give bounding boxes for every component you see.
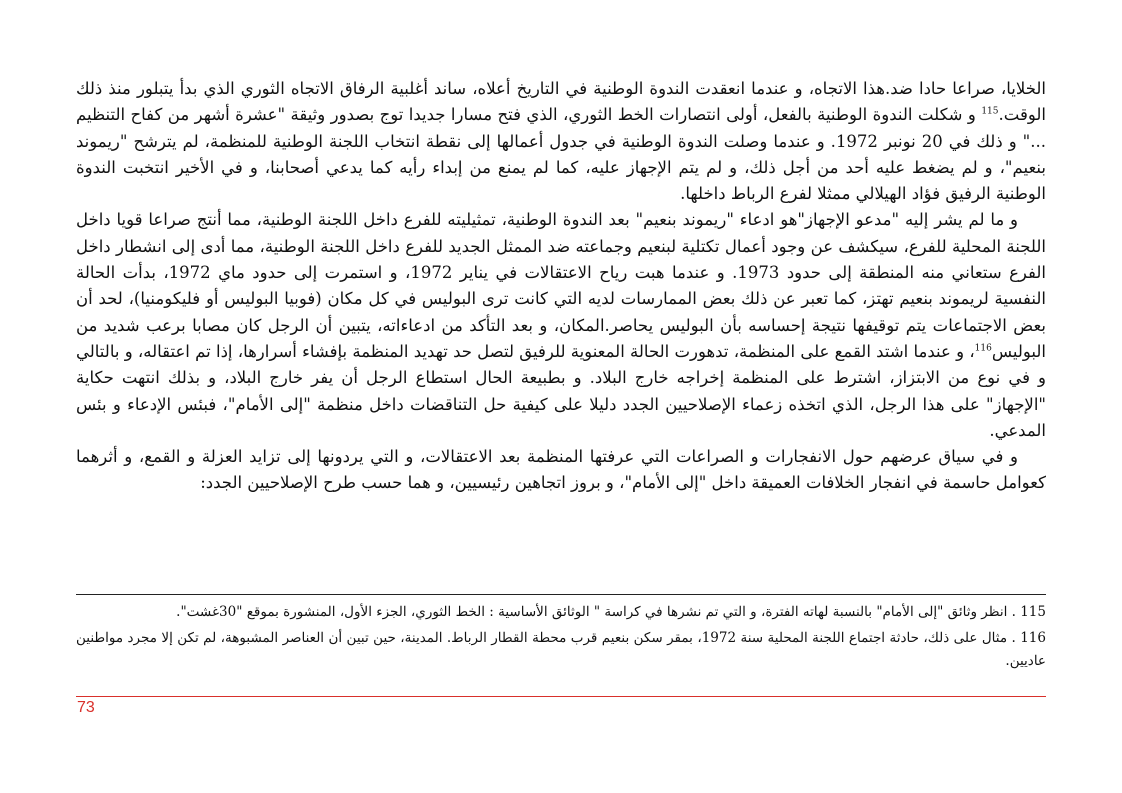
- footnote-ref-115[interactable]: 115: [981, 106, 999, 117]
- paragraph-1: [76, 76, 1046, 207]
- footnotes: [76, 601, 1046, 676]
- footnote-ref-116[interactable]: 116: [974, 343, 992, 354]
- paragraph-2-part-1: و ما لم يشر إليه "مدعو الإجهاز"هو ادعاء "ريموند بنعيم" بعد الندوة الوطنية، تمثيليته للفرع داخل اللجنة الوطنية، مما أنتج صراعا قويا داخل اللجنة المحلية للفرع، سيكشف عن وجود أعمال تكتلية لبنعيم وجماعته ضد الممثل الجديد للفرع داخل اللجنة الوطنية، مما أدى إلى انشطار داخل الفرع ستعاني منه المنطقة إلى حدود 1973. و عندما هبت رياح الاعتقالات في يناير 1972، و استمرت إلى حدود ماي 1972، بدأت الحالة النفسية لريموند بنعيم تهتز، كما تعبر عن ذلك بعض الممارسات لديه التي كانت ترى البوليس في كل مكان (فوبيا البوليس أو فليكومنيا)، لحد أن بعض الاجتماعات يتم توقيفها نتيجة إحساسه بأن البوليس يحاصر.المكان، و بعد التأكد من ادعاءاته، يتبين أن الرجل كان مصابا برعب شديد من البوليس: [76, 210, 1046, 361]
- body-text: [76, 76, 1046, 497]
- footer-rule: [76, 696, 1046, 697]
- page-number: 73: [77, 699, 95, 716]
- paragraph-1-part-2: و شكلت الندوة الوطنية بالفعل، أولى انتصارات الخط الثوري، الذي فتح مسارا جديدا توج بصدور وثيقة "عشرة أشهر من كفاح التنظيم ..." و ذلك في 20 نونبر 1972. و عندما وصلت الندوة الوطنية في جدول أعمالها إلى نقطة انتخاب اللجنة الوطنية للمنظمة، لم يترشح "ريموند بنعيم"، و لم يضغط عليه أحد من أجل ذلك، و لم يتم الإجهاز عليه، كما لم يمنع من إبداء رأيه كما يدعي أصحابنا، و في الأخير انتخبت الندوة الوطنية الرفيق فؤاد الهيلالي ممثلا لفرع الرباط داخلها.: [76, 105, 1046, 204]
- footnote-116: 116 . مثال على ذلك، حادثة اجتماع اللجنة المحلية سنة 1972، بمقر سكن بنعيم قرب محطة القطار الرباط. المدينة، حين تبين أن العناصر المشبوهة، لم تكن إلا مجرد مواطنين عاديين.: [76, 630, 1046, 669]
- paragraph-2: [76, 207, 1046, 444]
- paragraph-2-part-2: ، و عندما اشتد القمع على المنظمة، تدهورت الحالة المعنوية للرفيق لتصل حد تهديد المنظمة بإفشاء أسرارها، إذا تم اعتقاله، و بالتالي و في نوع من الابتزاز، اشترط على المنظمة إخراجه خارج البلاد. و بطبيعة الحال استطاع الرجل أن يفر خارج البلاد، و بذلك انتهت حكاية "الإجهاز" على هذا الرجل، الذي اتخذه زعماء الإصلاحيين الجدد دليلا على كيفية حل التناقضات داخل منظمة "إلى الأمام"، فبئس الإدعاء و بئس المدعي.: [76, 341, 1046, 440]
- paragraph-3: و في سياق عرضهم حول الانفجارات و الصراعات التي عرفتها المنظمة بعد الاعتقالات، و التي يردونها إلى تزايد العزلة و القمع، و أثرهما كعوامل حاسمة في انفجار الخلافات العميقة داخل "إلى الأمام"، و بروز اتجاهين رئيسيين، و هما حسب طرح الإصلاحيين الجدد:: [76, 447, 1046, 493]
- paragraph-1-part-1: الخلايا، صراعا حادا ضد.هذا الاتجاه، و عندما انعقدت الندوة الوطنية في التاريخ أعلاه، ساند أغلبية الرفاق الاتجاه الثوري الذي بدأ يتبلور منذ ذلك الوقت.: [76, 79, 1046, 125]
- footnote-separator: [76, 594, 1046, 595]
- footnote-115: 115 . انظر وثائق "إلى الأمام" بالنسبة لهاته الفترة، و التي تم نشرها في كراسة " الوثائق الأساسية : الخط الثوري، الجزء الأول، المنشورة بموقع "30غشت".: [176, 604, 1046, 620]
